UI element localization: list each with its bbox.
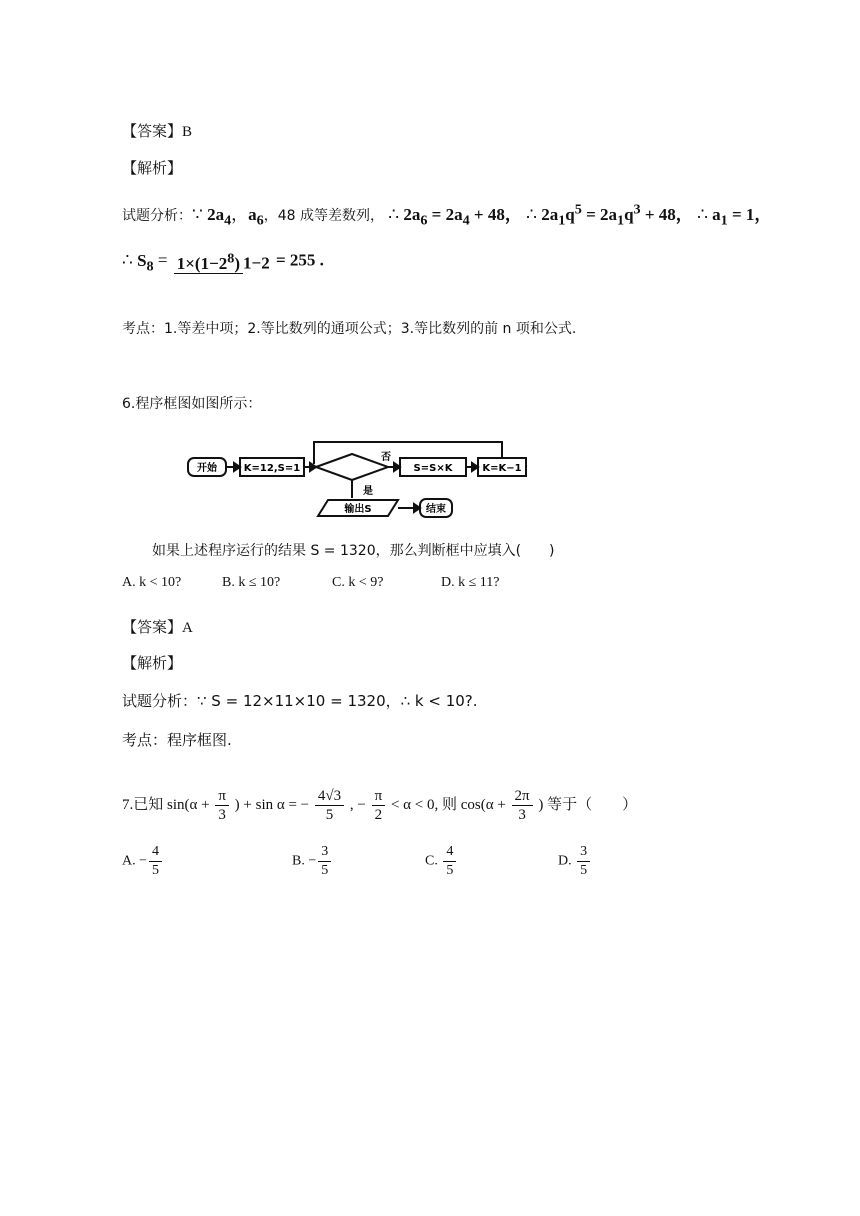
q6-answer-value: A [182,620,193,636]
kaodian-q6: 考点：程序框图. [122,731,232,749]
yes-text: 是 [363,486,373,497]
no-text: 否 [381,452,391,463]
q6-answer-heading [122,616,193,637]
decision-diamond [316,454,388,480]
q6-option-a: A. k < 10? [122,575,182,590]
update-k-text: K=K−1 [482,463,522,474]
q6-option-c: C. k < 9? [332,575,384,590]
q6-option-d: D. k ≤ 11? [441,575,500,590]
q7-option-b: B. − $\frac{3}{5}$ [292,843,333,880]
output-text: 输出S [344,504,372,515]
update-s-text: S=S×K [413,463,453,474]
analysis-label: 【解析】 [122,159,183,177]
end-text: 结束 [426,504,446,515]
q7-option-c: C. $\frac{4}{5}$ [425,843,458,880]
init-text: K=12,S=1 [243,463,301,474]
q7-stem: 7.已知 sin(α + $\frac{\pi}{3}$ ) + sin α = − $\frac{4√3}{5}$ , − $\frac{\pi}{2}$ < α < 0, 则 cos(α + $\frac{2\pi}{3}$ ) 等于（ ） [122,788,638,823]
q6-answer-label: 【答案】 [122,618,183,636]
answer-value: B [182,124,193,140]
q7-option-d: D. $\frac{3}{5}$ [558,843,592,880]
answer-heading [122,120,192,141]
q7-option-a: A. − $\frac{4}{5}$ [122,843,164,880]
q6-question: 如果上述程序运行的结果 S = 1320，那么判断框中应填入( ) [152,543,555,559]
answer-label: 【答案】 [122,122,183,140]
sum-fraction: $1\times(1-2^8)$ 1−2 [174,250,270,274]
q6-analysis-label: 【解析】 [122,654,183,672]
sum-formula: ∴ $S_8 = 1\times(1-2^8) 1-2 = 255$ . [122,250,324,275]
flowchart [180,432,540,524]
q6-analysis: 试题分析：∵ S = 12×11×10 = 1320，∴ k < 10?. [122,692,478,710]
start-text: 开始 [197,463,217,474]
q6-title: 6.程序框图如图所示： [122,396,262,412]
kaodian-q5: 考点：1.等差中项；2.等比数列的通项公式；3.等比数列的前 n 项和公式. [122,321,577,337]
q6-option-b: B. k ≤ 10? [222,575,281,590]
analysis-line-1: 试题分析：∵ $2a_4$，$a_6$，48 成等差数列， ∴ $2a_6 = 2a_4 + 48$， ∴ $2a_1q^5 = 2a_1q^3 + 48$， ∴ $a_1 = 1$， [122,201,772,229]
